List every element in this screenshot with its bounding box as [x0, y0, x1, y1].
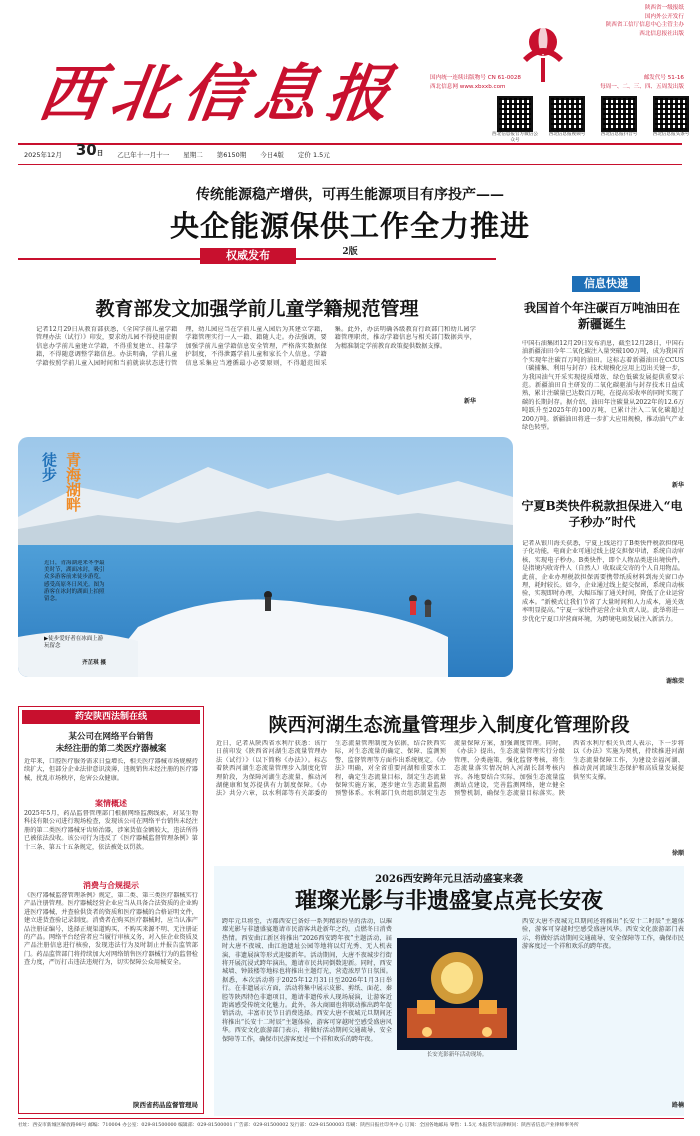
article-author: 新华 [463, 398, 476, 405]
date-day-suffix: 日 [96, 148, 104, 157]
qr-label: 西北信息报抖音号 [600, 132, 638, 137]
price: 定价 1.5元 [297, 151, 330, 159]
date-day [76, 141, 103, 159]
festival-body-1: 跨年元旦将至，古都西安已备好一系列精彩纷呈的活动，以璀璨光影与非遗盛宴邀请市民游客共赴新年之约，点燃冬日消费热情。西安曲江新区将推出“2026西安跨年夜”主题活动，届时大唐不夜城、曲江池遗址公园等地将以灯光秀、无人机表演、非遗展演等形式迎接新年。活动期间，大唐不夜城步行街将开展沉浸式跨年演出，邀请市民共同倒数迎新。同时，西安城墙、钟鼓楼等地标也将推出主题灯光，营造浓厚节日氛围。据悉，本次活动将于2025年12月31日至2026年1月3日举行。在非遗展示方面，活动将集中展示皮影、剪纸、面花、秦腔等陕西特色非遗项目，邀请非遗传承人现场展演，让游客近距离感受传统文化魅力。此外，各大商圈也将联动推出跨年促销活动，丰富市民节日消费选择。西安大唐不夜城元旦期间还将推出“长安十二时辰”主题体验，游客可穿越时空感受盛唐风华。西安文化旅游部门表示，将做好活动期间交通疏导、安全保障等工作，确保市民游客度过一个祥和欢乐的跨年夜。 [222, 918, 392, 1043]
info-line: 西北信息报社出版 [639, 30, 684, 37]
lead-kicker: 传统能源稳产增供，可再生能源项目有序投产—— [196, 187, 504, 203]
qr-label: 西北信息报官方微信公众号 [492, 132, 538, 143]
legal-case-body: 2025年5月，药品监督管理部门根据网络监测线索，对某生物科技有限公司进行现场检查，发现该公司在网络平台销售未经注册的第二类医疗器械牙齿矫治器，涉案货值金额较大，违法所得已被依法没收。该公司行为违反了《医疗器械监督管理条例》第十三条、第五十五条规定，依法被处以罚款。 [24, 810, 198, 851]
masthead [0, 0, 700, 170]
section-tag-legal: 药安陕西法制在线 [22, 710, 200, 724]
qr-label: 西北信息报头条号 [652, 132, 690, 137]
photographer: 齐芷琪 摄 [82, 660, 106, 666]
flash-body-oilfield: 中国石油集团12月29日发布消息，截至12月28日，中国石油新疆油田今年二氧化碳注入量突破100万吨，成为我国首个实现年注碳百万吨的油田。这标志着新疆油田在CCUS（碳捕集、利用与封存）技术规模化应用上迈出关键一步，为我国油气开采实现提质增效、绿色低碳发展提供重要示范。新疆油田自主研发的二氧化碳驱油与封存技术日益成熟，累计注碳量已达数百万吨，在提高采收率的同时实现了碳的长期封存。据介绍，油田年注碳量从2022年的12.6万吨跃升至2025年的100万吨，已累计注入二氧化碳超过200万吨。新疆油田将进一步扩大应用规模，推动油气产业绿色转型。 [522, 340, 684, 432]
photo-credit-text: 徒步爱好者在冰面上游玩留念 [44, 636, 104, 650]
festival-author: 路楠 [671, 1102, 684, 1109]
legal-title-2[interactable]: 未经注册的第二类医疗器械案 [55, 744, 167, 754]
info-line: 国内外公开发行 [644, 13, 684, 20]
photo-title-left: 徒步 [40, 452, 58, 482]
article-body-river: 近日，记者从陕西省水利厅获悉：该厅日前印发《陕西省河湖生态流量管理办法（试行）》（以下简称《办法》）。标志着陕西河湖生态流量管理步入制度化管理阶段，为保障河湖生态流量、推动河湖健康和复苏提供有力制度保障。《办法》共分六章，以水利部等有关部委的生态流量管理制度为依据，结合陕西实际，对生态流量的确定、保障、监测预警、监督管理等方面作出系统规定。《办法》明确，对全省重要河湖和重要水工程，确定生态流量目标，制定生态流量保障实施方案，逐步建立生态流量监测预警体系。水利部门负责组织制定生态流量保障方案，加强调度管理。同时，《办法》提出，生态流量管理实行分级管理、分类施策，强化监督考核，将生态流量落实情况纳入河湖长制考核内容。各地要结合实际，加强生态流量监测站点建设，完善监测网络，建立健全预警机制，确保生态流量目标落实。陕西省水利厅相关负责人表示，下一步将以《办法》实施为契机，持续推进河湖生态流量保障工作，为建设幸福河湖、推动黄河流域生态保护和高质量发展提供坚实支撑。 [216, 740, 684, 798]
info-line: 西北信息网 www.xbxxb.com [430, 83, 506, 90]
article-title-preschool[interactable]: 教育部发文加强学前儿童学籍规范管理 [95, 298, 419, 320]
newspaper-logo: 西北信息报 [34, 57, 405, 130]
legal-title-1[interactable]: 某公司在网络平台销售 [68, 732, 154, 742]
publication-info [580, 4, 684, 38]
legal-tip-body: 《医疗器械监督管理条例》规定，第二类、第三类医疗器械实行产品注册管理。医疗器械经营企业应当从具备合法资质的企业购进医疗器械，并查验供货者的资质和医疗器械的合格证明文件，建立进货查验记录制度。消费者在购买医疗器械时，应当认准产品注册证编号，选择正规渠道购买，不购买来源不明、无注册证的产品。网络平台经营者应当履行审核义务，对入驻企业资质及产品注册信息进行核验，发现违法行为及时制止并报告监管部门。药品监管部门将持续加大对网络销售医疗器械行为的监督检查力度，严厉打击违法违规行为，切实保障公众用械安全。 [24, 892, 198, 967]
article-title-river[interactable]: 陕西河湖生态流量管理步入制度化管理阶段 [268, 714, 630, 736]
issue-number: 第6150期 [216, 151, 247, 159]
festival-kicker: 2026西安跨年元旦活动盛宴来袭 [375, 874, 523, 885]
date-day-number: 30 [75, 140, 97, 159]
festival-photo-image [397, 938, 517, 1050]
section-tag-authority: 权威发布 [200, 248, 296, 264]
flash-title-oilfield[interactable]: 我国首个年注碳百万吨油田在新疆诞生 [523, 301, 680, 331]
info-line: 每周一、二、三、四、五周发出版 [600, 83, 684, 90]
flash-body-ningxia: 记者从银川海关获悉，宁夏上线运行了B类快件税款担保电子化功能，电商企业可通过线上提交担保申请，系统自动审核，实现电子秒办。B类快件，即个人物品类进出境快件，是指境内收寄件人（自然人）收取或交寄的个人自用物品。此前，企业办理税款担保需要携带纸质材料到海关窗口办理，耗时较长。如今，企业通过线上提交保函，系统自动核验，实现即时办理，大幅压缩了通关时间，降低了企业运营成本。“新模式让我们节省了大量时间和人力成本，通关效率明显提高。”宁夏一家快件运营企业负责人说。此举将进一步优化宁夏口岸营商环境，为跨境电商发展注入新活力。 [522, 540, 684, 623]
info-line: 国内统一连续出版物号 CN 61-0028 [430, 75, 521, 81]
festival-photo-caption: 长安光影新年活动现场。 [426, 1052, 488, 1058]
info-line: 邮发代号 51-16 [643, 75, 684, 81]
photo-title-right: 青海湖畔 [64, 452, 82, 512]
river-author: 徐顺 [671, 850, 684, 857]
flash-author-1: 新华 [671, 482, 684, 489]
photo-credit-note: ▶徒步爱好者在冰面上游玩留念 [44, 636, 104, 650]
footer-text: 社址：西安市新城区解放路98号 邮编：710004 办公室：029-81500000 编辑部：029-81500001 广告部：029-81500002 发行部：029-81500003 印刷：陕西日报社印务中心 订阅：全国各地邮局 零售：1.5元 本报常年法律顾问：陕西省信息产业律师事务所 [18, 1123, 579, 1128]
qr-code[interactable] [497, 96, 533, 132]
footer-rule [18, 1118, 684, 1119]
legal-intro: 近年来，口腔医疗服务需求日益增长，相关医疗器械市场规模持续扩大，但部分企业法律意识淡薄，违规销售未经注册的医疗器械，扰乱市场秩序，危害公众健康。 [24, 758, 198, 782]
festival-photo[interactable] [397, 938, 517, 1050]
article-body-preschool: 记者12月29日从教育部获悉，《全国学前儿童学籍管理办法（试行）》印发，要求幼儿园不得使用虚假信息办学前儿童建立学籍，不得重复建立、挂靠学籍，不得随意调整学籍信息。办法明确，学前儿童学籍按照学前儿童入园时间和当前就读状态进行管理，幼儿园应当在学前儿童入园后为其建立学籍，学籍管理实行一人一籍、籍随人走。办法强调，要加强学前儿童学籍信息安全管理，严格落实数据保护制度，不得泄露学前儿童和家长个人信息。学籍信息采集应当遵循最小必要原则，不得超范围采集。此外，办法明确各级教育行政部门和幼儿园学籍管理职责，推动学籍信息与相关部门数据共享，为精准制定学前教育政策提供数据支撑。 [36, 326, 476, 367]
info-line: 陕西省工信厅信息中心主管主办 [605, 22, 684, 28]
legal-heading-tip: 消费与合规提示 [83, 880, 139, 890]
festival-body-2-text: 西安大唐不夜城元旦期间还将推出“长安十二时辰”主题体验，游客可穿越时空感受盛唐风华。西安文化旅游部门表示，将做好活动期间交通疏导、安全保障等工作，确保市民游客度过一个祥和欢乐的跨年夜。 [522, 918, 684, 951]
page-count: 今日4版 [260, 151, 284, 159]
date-lunar: 乙巳年十一月十一 [117, 151, 170, 159]
flash-author-2: 谢维荣 [665, 678, 684, 685]
date-year-month: 2025年12月 [24, 151, 62, 159]
festival-body-2 [522, 918, 684, 1098]
qr-code[interactable] [601, 96, 637, 132]
article-title-festival[interactable]: 璀璨光影与非遗盛宴点亮长安夜 [294, 888, 603, 914]
dateline-bar [18, 140, 682, 165]
flash-title-ningxia[interactable]: 宁夏B类快件税款担保进入“电子秒办”时代 [521, 499, 683, 529]
lead-page-ref[interactable]: 2版 [342, 247, 358, 257]
lead-headline[interactable]: 央企能源保供工作全力推进 [169, 209, 530, 243]
info-line: 陕西省一级报纸 [644, 5, 684, 11]
qr-code[interactable] [653, 96, 689, 132]
date-weekday: 星期二 [183, 151, 203, 159]
section-tag-flash: 信息快递 [572, 276, 640, 292]
qr-row [490, 96, 696, 144]
qr-code[interactable] [549, 96, 585, 132]
legal-heading-case: 案情概述 [95, 798, 127, 808]
legal-footer: 陕西省药品监督管理局 [133, 1101, 198, 1109]
qr-label: 西北信息报视频号 [548, 132, 586, 137]
publication-info-2 [430, 74, 684, 91]
photo-caption: 近日，青海湖迎来冬季最美时节，湖面冰封，吸引众多游客前来徒步游览，感受高原冬日风光。图为游客在冰封的湖面上拍照留念。 [44, 560, 105, 603]
